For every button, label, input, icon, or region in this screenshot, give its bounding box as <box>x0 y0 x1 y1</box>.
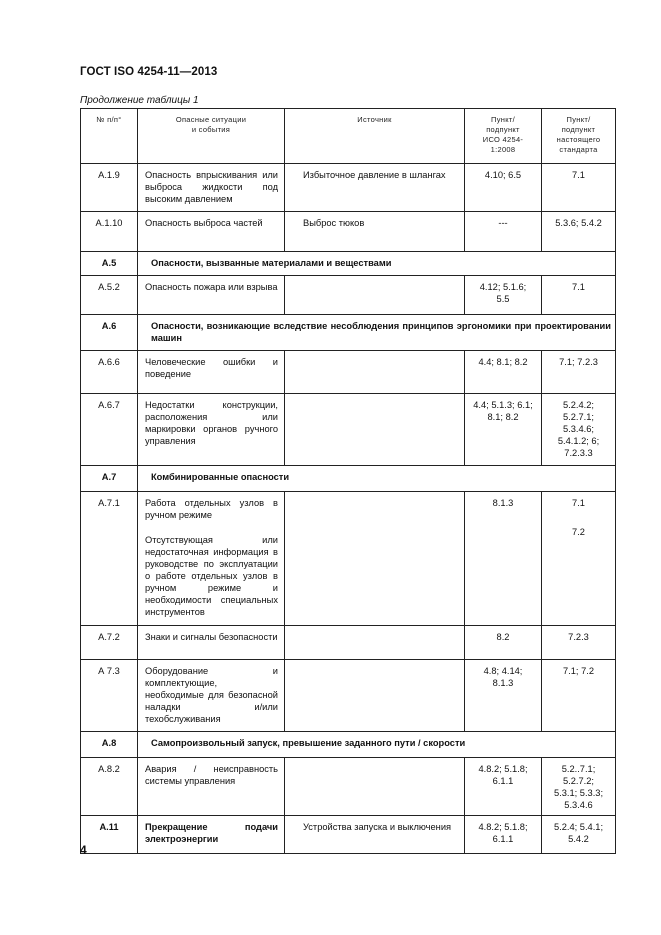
hazard-source: Избыточное давление в шлангах <box>285 164 465 212</box>
hazard-situation: Работа отдельных узлов в ручном режиме <box>145 498 278 520</box>
row-number: А.6.7 <box>81 394 138 466</box>
row-number: А 7.3 <box>81 660 138 732</box>
hazard-source <box>285 626 465 660</box>
hazard-source <box>285 660 465 732</box>
table-row <box>81 212 616 252</box>
hazard-situation: Человеческие ошибки и поведение <box>138 351 285 394</box>
iso-clause: 4.8.2; 5.1.8; 6.1.1 <box>465 758 542 816</box>
hazard-situation: Опасность выброса частей <box>138 212 285 252</box>
std-clause: 5.3.6; 5.4.2 <box>542 212 616 252</box>
section-row <box>81 466 616 492</box>
table-row <box>81 351 616 394</box>
hazard-source <box>285 492 465 626</box>
table-row <box>81 758 616 816</box>
std-clause: 7.1 <box>542 164 616 212</box>
std-clause: 5.2.4.2; 5.2.7.1; 5.3.4.6; 5.4.1.2; 6; 7.2.3.3 <box>542 394 616 466</box>
hazard-situation-cell <box>138 492 285 626</box>
std-clause-cell <box>542 492 616 626</box>
section-row <box>81 315 616 351</box>
iso-clause: 8.2 <box>465 626 542 660</box>
row-number: А.7.1 <box>81 492 138 626</box>
iso-clause: 4.10; 6.5 <box>465 164 542 212</box>
table-row <box>81 164 616 212</box>
std-clause: 7.1 <box>572 498 585 508</box>
table-caption: Продолжение таблицы 1 <box>80 95 199 106</box>
section-title: Комбинированные опасности <box>138 466 616 492</box>
hazard-situation: Недостатки конструкции, расположения или маркировки органов ручного управления <box>138 394 285 466</box>
hazard-situation: Опасность пожара или взрыва <box>138 276 285 315</box>
std-clause: 5.2.4; 5.4.1; 5.4.2 <box>542 816 616 854</box>
table-row <box>81 492 616 626</box>
row-number: А.1.10 <box>81 212 138 252</box>
iso-clause: --- <box>465 212 542 252</box>
row-number: А.11 <box>81 816 138 854</box>
hazard-source <box>285 276 465 315</box>
row-number: А.8.2 <box>81 758 138 816</box>
table-row <box>81 660 616 732</box>
iso-clause: 4.8.2; 5.1.8; 6.1.1 <box>465 816 542 854</box>
hazard-situation: Авария / неисправность системы управления <box>138 758 285 816</box>
section-title: Самопроизвольный запуск, превышение заданного пути / скорости <box>138 732 616 758</box>
table-row <box>81 626 616 660</box>
hazard-situation: Опасность впрыскивания или выброса жидкости под высоким давлением <box>138 164 285 212</box>
col-header-num: № п/п° <box>81 109 138 164</box>
row-number: А.1.9 <box>81 164 138 212</box>
table-row <box>81 276 616 315</box>
row-number: А.6.6 <box>81 351 138 394</box>
hazard-situation: Оборудование и комплектующие, необходимые для безопасной наладки и/или техобслуживания <box>138 660 285 732</box>
row-number: А.5.2 <box>81 276 138 315</box>
section-title: Опасности, возникающие вследствие несоблюдения принципов эргономики при проектировании машин <box>138 315 616 351</box>
hazard-source: Выброс тюков <box>285 212 465 252</box>
hazard-source: Устройства запуска и выключения <box>285 816 465 854</box>
hazard-source <box>285 758 465 816</box>
col-header-std-clause: Пункт/ подпункт настоящего стандарта <box>542 109 616 164</box>
std-clause: 7.2.3 <box>542 626 616 660</box>
std-clause: 7.1 <box>542 276 616 315</box>
std-clause: 7.2 <box>572 527 585 537</box>
iso-clause: 4.8; 4.14; 8.1.3 <box>465 660 542 732</box>
section-number: А.8 <box>81 732 138 758</box>
section-row <box>81 252 616 276</box>
hazard-situation: Знаки и сигналы безопасности <box>138 626 285 660</box>
section-row <box>81 732 616 758</box>
iso-clause: 4.12; 5.1.6; 5.5 <box>465 276 542 315</box>
hazards-table <box>80 108 616 854</box>
std-clause: 5.2..7.1; 5.2.7.2; 5.3.1; 5.3.3; 5.3.4.6 <box>542 758 616 816</box>
section-number: А.6 <box>81 315 138 351</box>
std-clause: 7.1; 7.2 <box>542 660 616 732</box>
col-header-source: Источник <box>285 109 465 164</box>
std-clause: 7.1; 7.2.3 <box>542 351 616 394</box>
iso-clause: 4.4; 5.1.3; 6.1; 8.1; 8.2 <box>465 394 542 466</box>
hazard-source <box>285 351 465 394</box>
section-number: А.7 <box>81 466 138 492</box>
row-number: А.7.2 <box>81 626 138 660</box>
table-row <box>81 816 616 854</box>
document-title: ГОСТ ISO 4254-11—2013 <box>80 66 218 78</box>
page-number: 4 <box>80 843 87 857</box>
hazard-situation: Отсутствующая или недостаточная информация в руководстве по эксплуатации о работе отдельных узлов в ручном режиме и необходимости специальных инструментов <box>145 535 278 617</box>
section-title: Опасности, вызванные материалами и веществами <box>138 252 616 276</box>
section-number: А.5 <box>81 252 138 276</box>
iso-clause: 8.1.3 <box>465 492 542 626</box>
hazard-situation: Прекращение подачи электроэнергии <box>138 816 285 854</box>
hazard-source <box>285 394 465 466</box>
col-header-situation: Опасные ситуации и события <box>138 109 285 164</box>
iso-clause: 4.4; 8.1; 8.2 <box>465 351 542 394</box>
table-header-row <box>81 109 616 164</box>
col-header-iso-clause: Пункт/ подпункт ИСО 4254- 1:2008 <box>465 109 542 164</box>
table-row <box>81 394 616 466</box>
